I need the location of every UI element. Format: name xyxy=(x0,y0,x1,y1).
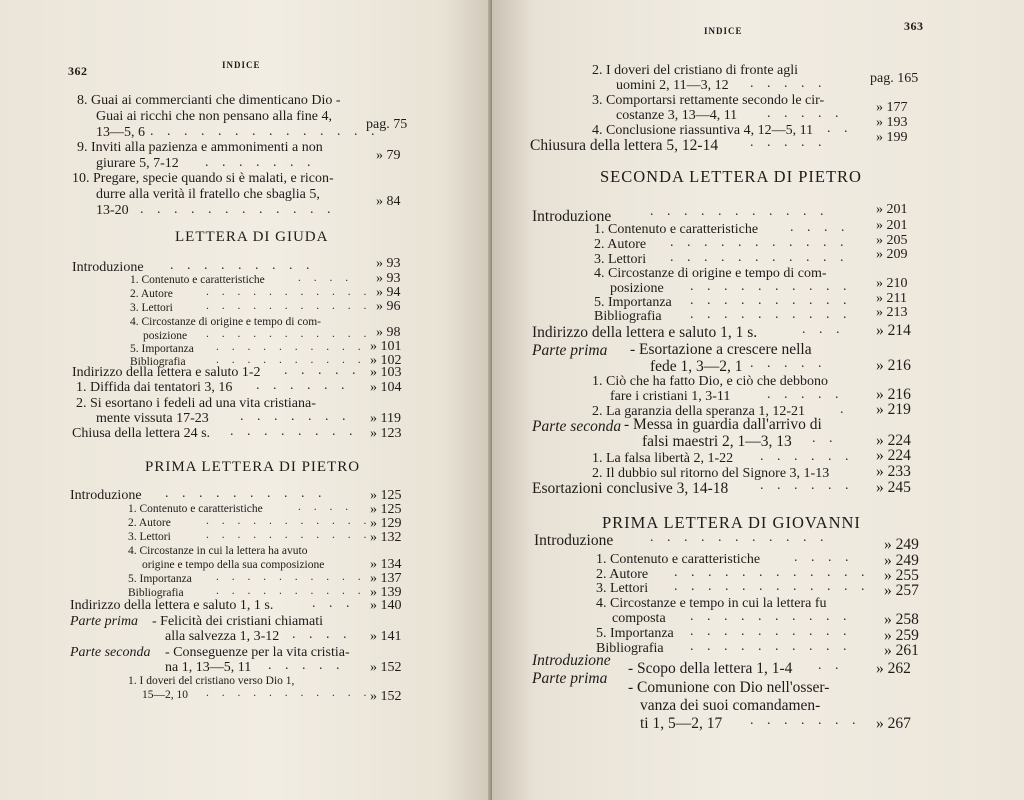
toc-page-ref: » 219 xyxy=(876,401,911,418)
toc-page-ref: » 98 xyxy=(376,325,401,340)
dot-leader: . . . . . . xyxy=(760,449,854,464)
dot-leader: . . . . . . . . . . xyxy=(165,486,327,501)
dot-leader: . . . . . . . . . . . xyxy=(206,529,372,541)
toc-entry-10-line2: durre alla verità il fratello che sbaglia 5, xyxy=(96,187,320,202)
toc-row-cont: vanza dei suoi comandamen- xyxy=(640,697,821,714)
dot-leader: . . . . . . . . . . . xyxy=(206,286,372,298)
toc-row: 1. I doveri del cristiano verso Dio 1, xyxy=(128,675,295,687)
toc-entry-8-line3: 13—5, 6 xyxy=(96,125,145,140)
dot-leader: . . . . xyxy=(298,501,354,513)
toc-page-ref: » 255 xyxy=(884,567,919,584)
toc-row: 2. Autore xyxy=(596,567,649,582)
toc-row: Bibliografia xyxy=(596,641,664,656)
toc-page-ref: » 213 xyxy=(876,305,908,320)
dot-leader: . . . . . . . . . . . xyxy=(670,250,849,265)
toc-row: 5. Importanza xyxy=(596,626,674,641)
toc-page-ref: » 137 xyxy=(370,571,402,586)
toc-page-ref: » 93 xyxy=(376,256,401,271)
dot-leader: . . . . . . . . . . xyxy=(216,354,366,366)
dot-leader: . . . . . xyxy=(750,356,827,371)
toc-page-ref: » 199 xyxy=(876,130,908,145)
toc-row: Introduzione xyxy=(532,208,612,225)
toc-page-ref: » 267 xyxy=(876,715,911,732)
toc-entry-8-line2: Guai ai ricchi che non pensano alla fine 4, xyxy=(96,109,332,124)
toc-row: 2. Autore xyxy=(128,517,171,529)
toc-page-ref: » 96 xyxy=(376,299,401,314)
toc-page-ref: » 216 xyxy=(876,357,911,374)
dot-leader: . . . . . . . . . . . xyxy=(206,687,372,699)
dot-leader: . . . . . xyxy=(767,106,844,121)
toc-page-ref: pag. 165 xyxy=(870,71,919,86)
toc-row: 2. Autore xyxy=(130,288,173,300)
toc-row-cont: fare i cristiani 1, 3-11 xyxy=(610,389,731,404)
toc-row-cont: fede 1, 3—2, 1 xyxy=(650,358,743,375)
dot-leader: . . . . . xyxy=(268,658,345,673)
toc-row: - Messa in guardia dall'arrivo di xyxy=(624,416,822,433)
toc-row: 5. Importanza xyxy=(128,573,192,585)
toc-page-ref: » 224 xyxy=(876,432,911,449)
dot-leader: . . . . xyxy=(790,220,850,235)
toc-row-cont: falsi maestri 2, 1—3, 13 xyxy=(642,433,792,450)
toc-row: 1. Diffida dai tentatori 3, 16 xyxy=(76,380,233,395)
toc-page-ref: » 224 xyxy=(876,447,911,464)
toc-page-ref: » 94 xyxy=(376,285,401,300)
toc-row: 2. Il dubbio sul ritorno del Signore 3, 1-13 xyxy=(592,466,830,481)
dot-leader: . . . . . . . . . . . . . . xyxy=(150,124,380,139)
dot-leader: . . . . . . . . . . . xyxy=(206,515,372,527)
toc-row: 4. Circostanze di origine e tempo di com- xyxy=(594,266,827,281)
dot-leader: . xyxy=(840,402,849,417)
toc-page-ref: » 258 xyxy=(884,611,919,628)
dot-leader: . . . . . . . . . . . xyxy=(206,328,372,340)
section-title-pietro2: SECONDA LETTERA DI PIETRO xyxy=(600,167,862,186)
dot-leader: . . . . . . . . . . xyxy=(690,279,852,294)
toc-row: 4. Conclusione riassuntiva 4, 12—5, 11 xyxy=(592,123,814,138)
toc-row: Indirizzo della lettera e saluto 1, 1 s. xyxy=(70,598,274,613)
toc-page-ref: » 193 xyxy=(876,115,908,130)
toc-row: 1. Ciò che ha fatto Dio, e ciò che debbono xyxy=(592,374,828,389)
dot-leader: . . . . . . . . . . xyxy=(216,571,366,583)
toc-page-ref: » 205 xyxy=(876,233,908,248)
toc-row: 2. Si esortano i fedeli ad una vita cristiana- xyxy=(76,396,316,411)
toc-page-ref: » 259 xyxy=(884,627,919,644)
dot-leader: . . . . . . . . . . xyxy=(216,341,366,353)
toc-row: 1. Contenuto e caratteristiche xyxy=(594,222,759,237)
page-number: 363 xyxy=(904,19,924,33)
toc-row: Bibliografia xyxy=(130,356,186,368)
toc-row: 1. Contenuto e caratteristiche xyxy=(130,274,265,286)
toc-row: Indirizzo della lettera e saluto 1, 1 s. xyxy=(532,324,758,341)
dot-leader: . . . . . . . . . . . . xyxy=(674,579,870,594)
dot-leader: . . . . . . . . . . xyxy=(690,293,852,308)
toc-entry-9-line1: 9. Inviti alla pazienza e ammonimenti a non xyxy=(77,140,323,155)
toc-entry-8-line1: 8. Guai ai commercianti che dimenticano Dio - xyxy=(77,93,341,108)
toc-page-ref: » 152 xyxy=(370,689,402,704)
toc-row-cont: na 1, 13—5, 11 xyxy=(165,660,252,675)
dot-leader: . . . . . . . . . . . xyxy=(670,235,849,250)
toc-row-cont: ti 1, 5—2, 17 xyxy=(640,715,723,732)
dot-leader: . . xyxy=(818,658,844,673)
toc-page-ref: » 79 xyxy=(376,148,401,163)
toc-page-ref: » 123 xyxy=(370,426,402,441)
section-title-giuda: LETTERA DI GIUDA xyxy=(175,229,329,245)
toc-row: Chiusura della lettera 5, 12-14 xyxy=(530,137,719,154)
dot-leader: . . . . . . . xyxy=(240,409,351,424)
toc-row: 1. Contenuto e caratteristiche xyxy=(596,552,761,567)
dot-leader: . . . . . xyxy=(767,387,844,402)
toc-row: 3. Lettori xyxy=(128,531,171,543)
dot-leader: . . . . . . . . . . . . xyxy=(140,202,336,217)
toc-page-ref: » 119 xyxy=(370,411,401,426)
dot-leader: . . . . . xyxy=(284,363,361,378)
dot-leader: . . . . . . xyxy=(256,378,350,393)
toc-page-ref: » 216 xyxy=(876,386,911,403)
toc-page-ref: » 257 xyxy=(884,582,919,599)
toc-row: - Scopo della lettera 1, 1-4 xyxy=(628,660,793,677)
dot-leader: . . . . xyxy=(794,550,854,565)
toc-page-ref: » 103 xyxy=(370,365,402,380)
toc-page-ref: » 177 xyxy=(876,100,908,115)
dot-leader: . . . . . . . . . . xyxy=(690,307,852,322)
dot-leader: . . . xyxy=(802,322,845,337)
toc-row: - Felicità dei cristiani chiamati xyxy=(152,614,324,629)
toc-page-ref: » 245 xyxy=(876,479,911,496)
toc-page-ref: » 233 xyxy=(876,463,911,480)
toc-row-cont: costanze 3, 13—4, 11 xyxy=(616,108,738,123)
toc-page-ref: pag. 75 xyxy=(366,117,408,132)
toc-row: Introduzione xyxy=(534,532,614,549)
toc-row: 3. Lettori xyxy=(594,252,647,267)
toc-row: Bibliografia xyxy=(594,309,662,324)
toc-part-label: Parte prima xyxy=(70,614,139,629)
toc-row: 3. Comportarsi rettamente secondo le cir- xyxy=(592,93,825,108)
dot-leader: . . . . . . . . . xyxy=(170,258,315,273)
toc-page-ref: » 140 xyxy=(370,598,402,613)
toc-page-ref: » 93 xyxy=(376,271,401,286)
toc-page-ref: » 262 xyxy=(876,660,911,677)
toc-part-label: Parte prima xyxy=(532,670,608,687)
right-page xyxy=(492,0,1024,800)
toc-row: Indirizzo della lettera e saluto 1-2 xyxy=(72,365,261,380)
toc-row: - Conseguenze per la vita cristia- xyxy=(165,645,350,660)
toc-entry-9-line2: giurare 5, 7-12 xyxy=(96,156,179,171)
left-page xyxy=(0,0,492,800)
toc-row-cont: posizione xyxy=(143,330,188,342)
page-number: 362 xyxy=(68,64,88,78)
dot-leader: . . . . . . . . . . xyxy=(690,639,852,654)
dot-leader: . . . . . . . . . . xyxy=(690,624,852,639)
dot-leader: . . . . . . . . xyxy=(230,424,358,439)
toc-row: Esortazioni conclusive 3, 14-18 xyxy=(532,480,729,497)
toc-page-ref: » 211 xyxy=(876,291,907,306)
toc-page-ref: » 249 xyxy=(884,552,919,569)
toc-page-ref: » 214 xyxy=(876,322,911,339)
toc-row: - Esortazione a crescere nella xyxy=(630,341,812,358)
dot-leader: . . . . xyxy=(298,272,354,284)
toc-row: 4. Circostanze e tempo in cui la lettera fu xyxy=(596,596,827,611)
dot-leader: . . . . . . . xyxy=(750,713,861,728)
toc-part-label: Parte prima xyxy=(532,342,608,359)
dot-leader: . . . . xyxy=(292,627,352,642)
toc-row-cont: alla salvezza 1, 3-12 xyxy=(165,629,280,644)
dot-leader: . . . . . xyxy=(750,135,827,150)
toc-page-ref: » 261 xyxy=(884,642,919,659)
toc-page-ref: » 139 xyxy=(370,585,402,600)
toc-row: 4. Circostanze di origine e tempo di com- xyxy=(130,316,321,328)
toc-part-label: Parte seconda xyxy=(532,418,622,435)
toc-row: Introduzione xyxy=(70,488,142,503)
toc-entry-10-line1: 10. Pregare, specie quando si è malati, e ricon- xyxy=(72,171,334,186)
toc-row: Chiusa della lettera 24 s. xyxy=(72,426,211,441)
toc-row: 5. Importanza xyxy=(130,343,194,355)
toc-row: 3. Lettori xyxy=(596,581,649,596)
toc-row: 2. I doveri del cristiano di fronte agli xyxy=(592,63,799,78)
toc-page-ref: » 129 xyxy=(370,516,402,531)
dot-leader: . . . . . . . xyxy=(205,155,316,170)
toc-row: Introduzione xyxy=(72,260,144,275)
toc-part-label: Parte seconda xyxy=(70,645,151,660)
toc-page-ref: » 201 xyxy=(876,202,908,217)
toc-row: 1. Contenuto e caratteristiche xyxy=(128,503,263,515)
toc-row-cont: composta xyxy=(612,611,666,626)
toc-page-ref: » 201 xyxy=(876,218,908,233)
dot-leader: . . . xyxy=(312,596,355,611)
toc-page-ref: » 209 xyxy=(876,247,908,262)
toc-row: 5. Importanza xyxy=(594,295,672,310)
toc-row-cont: mente vissuta 17-23 xyxy=(96,411,209,426)
toc-entry-10-line3: 13-20 xyxy=(96,203,129,218)
toc-page-ref: » 104 xyxy=(370,380,402,395)
dot-leader: . . . . . . . . . . xyxy=(690,609,852,624)
toc-page-ref: » 84 xyxy=(376,194,401,209)
running-header: INDICE xyxy=(222,60,261,70)
section-title-giovanni1: PRIMA LETTERA DI GIOVANNI xyxy=(602,513,861,532)
dot-leader: . . . . . . . . . . xyxy=(216,585,366,597)
dot-leader: . . . . . . . . . . . xyxy=(650,204,829,219)
toc-part-label: Introduzione xyxy=(532,652,611,669)
dot-leader: . . . . . . xyxy=(760,478,854,493)
toc-page-ref: » 152 xyxy=(370,660,402,675)
toc-page-ref: » 125 xyxy=(370,488,402,503)
toc-row: Bibliografia xyxy=(128,587,184,599)
toc-row: 2. La garanzia della speranza 1, 12-21 xyxy=(592,404,806,419)
dot-leader: . . . . . . . . . . . xyxy=(206,300,372,312)
toc-row: 1. La falsa libertà 2, 1-22 xyxy=(592,451,734,466)
running-header: INDICE xyxy=(704,26,743,36)
toc-row-cont: 15—2, 10 xyxy=(142,689,188,701)
toc-row-cont: origine e tempo della sua composizione xyxy=(142,559,325,571)
toc-page-ref: » 134 xyxy=(370,557,402,572)
dot-leader: . . . . . xyxy=(750,76,827,91)
toc-row: 3. Lettori xyxy=(130,302,173,314)
toc-page-ref: » 101 xyxy=(370,339,402,354)
dot-leader: . . . . . . . . . . . . xyxy=(674,565,870,580)
toc-page-ref: » 210 xyxy=(876,276,908,291)
toc-page-ref: » 102 xyxy=(370,353,402,368)
toc-page-ref: » 249 xyxy=(884,536,919,553)
toc-page-ref: » 125 xyxy=(370,502,402,517)
section-title-pietro1: PRIMA LETTERA DI PIETRO xyxy=(145,459,361,475)
toc-row-cont: posizione xyxy=(610,281,664,296)
toc-row-cont: uomini 2, 11—3, 12 xyxy=(616,78,729,93)
toc-page-ref: » 141 xyxy=(370,629,402,644)
dot-leader: . . xyxy=(812,431,838,446)
dot-leader: . . xyxy=(827,121,853,136)
dot-leader: . . . . . . . . . . . xyxy=(650,530,829,545)
toc-row: 2. Autore xyxy=(594,237,647,252)
toc-row: 4. Circostanze in cui la lettera ha avuto xyxy=(128,545,308,557)
toc-row: - Comunione con Dio nell'osser- xyxy=(628,679,830,696)
toc-page-ref: » 132 xyxy=(370,530,402,545)
